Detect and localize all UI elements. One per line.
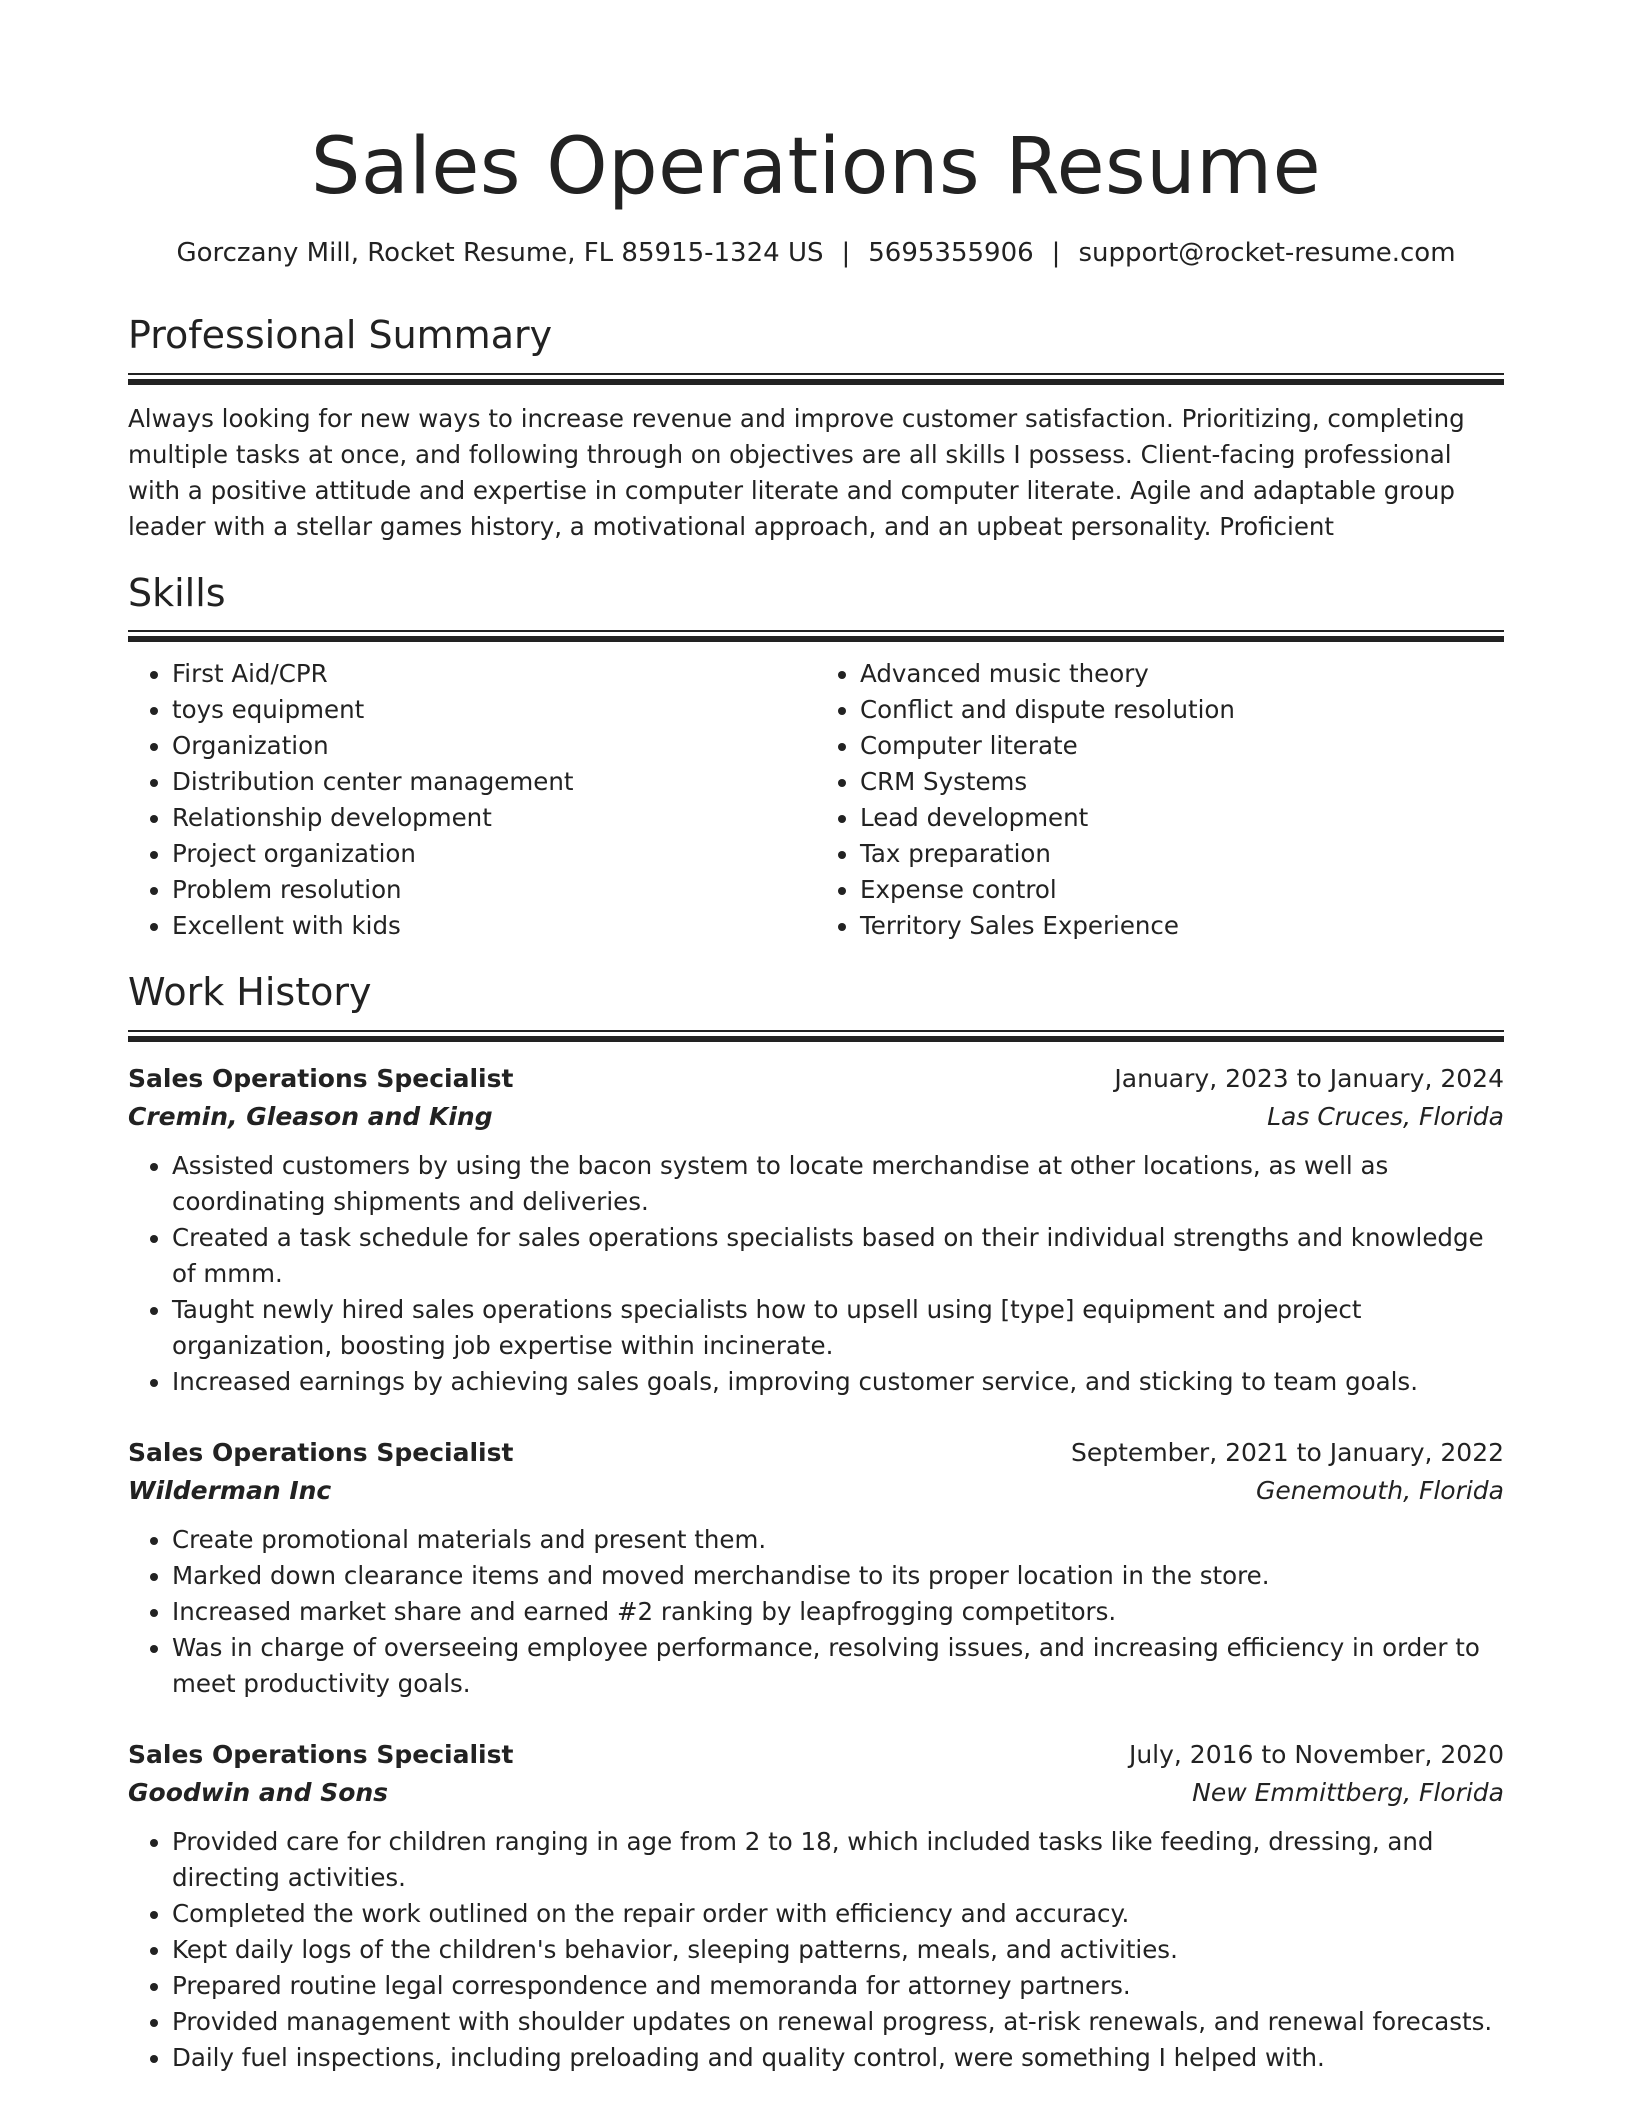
- job-bullet: • Prepared routine legal correspondence and memoranda for attorney partners.: [172, 1968, 1504, 2004]
- job-bullet: • Marked down clearance items and moved merchandise to its proper location in the store.: [172, 1558, 1504, 1594]
- contact-address: Gorczany Mill, Rocket Resume, FL 85915-1324 US: [176, 238, 824, 268]
- job-bullet: • Completed the work outlined on the repair order with efficiency and accuracy.: [172, 1896, 1504, 1932]
- skill-item: • Excellent with kids: [172, 908, 816, 944]
- job-entry: [128, 1736, 1504, 2076]
- job-bullet: • Was in charge of overseeing employee performance, resolving issues, and increasing efficiency in order to meet productivity goals.: [172, 1630, 1504, 1702]
- section-divider: [128, 630, 1504, 642]
- job-company: Wilderman Inc: [128, 1475, 332, 1505]
- section-divider: [128, 1030, 1504, 1042]
- skills-column-right: [816, 656, 1504, 944]
- job-bullets: [128, 1148, 1504, 1400]
- contact-email: support@rocket-resume.com: [1078, 238, 1456, 268]
- job-dates: July, 2016 to November, 2020: [1128, 1739, 1504, 1769]
- job-bullets: [128, 1824, 1504, 2076]
- job-dates: September, 2021 to January, 2022: [1071, 1437, 1504, 1467]
- job-location: New Emmittberg, Florida: [1192, 1777, 1504, 1807]
- skill-item: • Territory Sales Experience: [860, 908, 1504, 944]
- skill-item: • Conflict and dispute resolution: [860, 692, 1504, 728]
- skill-item: • toys equipment: [172, 692, 816, 728]
- contact-separator: |: [841, 238, 851, 268]
- job-bullet: • Create promotional materials and present them.: [172, 1522, 1504, 1558]
- section-heading-skills: Skills: [128, 570, 226, 615]
- skill-item: • CRM Systems: [860, 764, 1504, 800]
- section-heading-summary: Professional Summary: [128, 313, 553, 358]
- skill-item: • Project organization: [172, 836, 816, 872]
- skill-item: • Advanced music theory: [860, 656, 1504, 692]
- job-header: [128, 1060, 1504, 1098]
- job-subheader: [128, 1472, 1504, 1510]
- contact-separator: |: [1051, 238, 1061, 268]
- job-company: Goodwin and Sons: [128, 1777, 389, 1807]
- skills-list: [128, 656, 1504, 944]
- job-title: Sales Operations Specialist: [128, 1063, 514, 1093]
- contact-phone: 5695355906: [868, 238, 1034, 268]
- skill-item: • Tax preparation: [860, 836, 1504, 872]
- skills-column-left: [128, 656, 816, 944]
- job-title: Sales Operations Specialist: [128, 1437, 514, 1467]
- skill-item: • Expense control: [860, 872, 1504, 908]
- skill-item: • Problem resolution: [172, 872, 816, 908]
- job-entry: [128, 1060, 1504, 1400]
- skill-item: • Organization: [172, 728, 816, 764]
- job-bullet: • Daily fuel inspections, including preloading and quality control, were something I helped with.: [172, 2040, 1504, 2076]
- job-header: [128, 1736, 1504, 1774]
- job-subheader: [128, 1098, 1504, 1136]
- job-header: [128, 1434, 1504, 1472]
- job-company: Cremin, Gleason and King: [128, 1101, 493, 1131]
- contact-line: [128, 238, 1504, 269]
- job-dates: January, 2023 to January, 2024: [1114, 1063, 1504, 1093]
- skill-item: • Computer literate: [860, 728, 1504, 764]
- job-bullet: • Provided management with shoulder updates on renewal progress, at-risk renewals, and renewal forecasts.: [172, 2004, 1504, 2040]
- skill-item: • Relationship development: [172, 800, 816, 836]
- job-location: Las Cruces, Florida: [1267, 1101, 1504, 1131]
- job-bullet: • Kept daily logs of the children's behavior, sleeping patterns, meals, and activities.: [172, 1932, 1504, 1968]
- job-location: Genemouth, Florida: [1255, 1475, 1504, 1505]
- skill-item: • First Aid/CPR: [172, 656, 816, 692]
- section-divider: [128, 373, 1504, 385]
- resume-title: Sales Operations Resume: [310, 122, 1322, 212]
- summary-text: Always looking for new ways to increase revenue and improve customer satisfaction. Prioritizing, completing multiple tasks at once, and following through on objectives are all skills I possess. Client-facing professional with a positive attitude and expertise in computer literate and computer literate. Agile and adaptable group leader with a stellar games history, a motivational approach, and an upbeat personality. Proficient: [128, 403, 1465, 541]
- job-bullet: • Taught newly hired sales operations specialists how to upsell using [type] equipment and project organization, boosting job expertise within incinerate.: [172, 1292, 1504, 1364]
- job-bullet: • Increased earnings by achieving sales goals, improving customer service, and sticking to team goals.: [172, 1364, 1504, 1400]
- job-subheader: [128, 1774, 1504, 1812]
- job-bullets: [128, 1522, 1504, 1702]
- section-heading-work-history: Work History: [128, 970, 372, 1015]
- job-entry: [128, 1434, 1504, 1702]
- job-title: Sales Operations Specialist: [128, 1739, 514, 1769]
- job-bullet: • Increased market share and earned #2 ranking by leapfrogging competitors.: [172, 1594, 1504, 1630]
- job-bullet: • Provided care for children ranging in age from 2 to 18, which included tasks like feeding, dressing, and directing activities.: [172, 1824, 1504, 1896]
- job-bullet: • Created a task schedule for sales operations specialists based on their individual strengths and knowledge of mmm.: [172, 1220, 1504, 1292]
- job-bullet: • Assisted customers by using the bacon system to locate merchandise at other locations, as well as coordinating shipments and deliveries.: [172, 1148, 1504, 1220]
- skill-item: • Lead development: [860, 800, 1504, 836]
- skill-item: • Distribution center management: [172, 764, 816, 800]
